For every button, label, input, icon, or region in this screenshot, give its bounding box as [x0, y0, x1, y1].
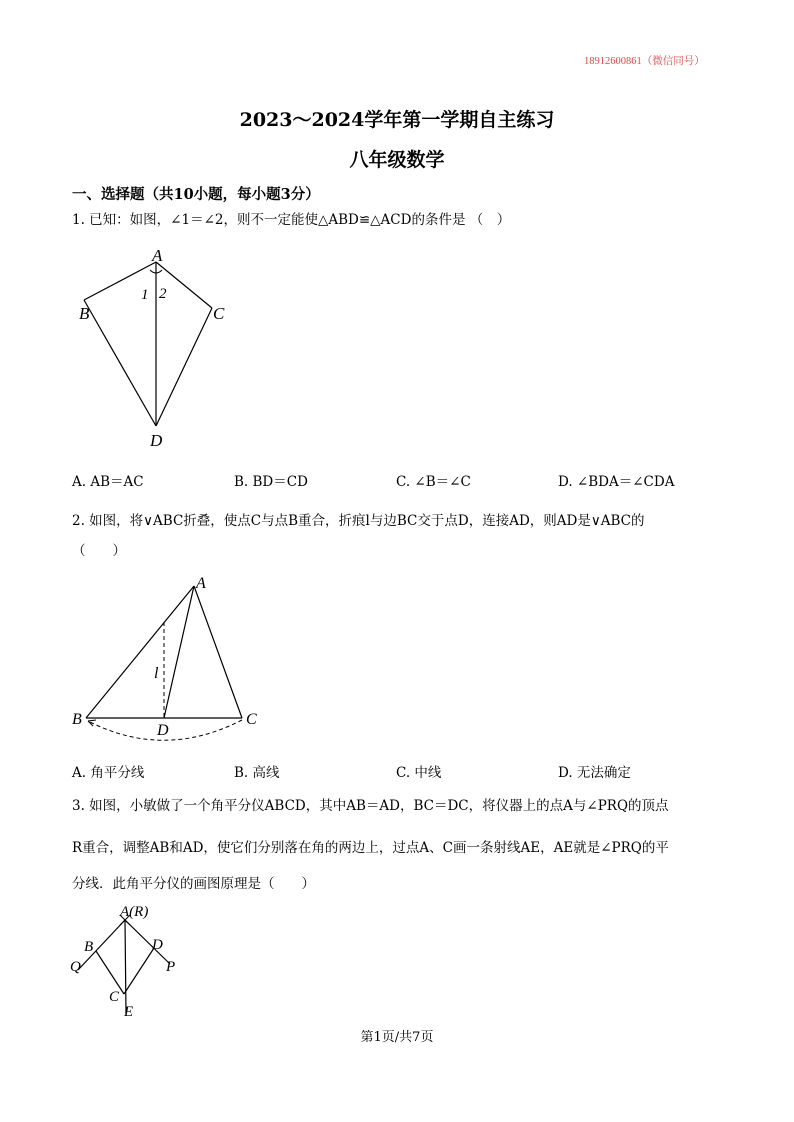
question-3-figure	[66, 898, 206, 1024]
label-d: D	[150, 431, 163, 450]
label-d: D	[157, 722, 169, 739]
label-b: B	[72, 711, 82, 728]
segment-cd	[156, 308, 212, 426]
segment-ac	[194, 586, 242, 718]
segment-ad	[164, 586, 194, 718]
q2-option-b[interactable]: B. 高线	[234, 765, 280, 781]
question-3-stem-line3: 分线．此角平分仪的画图原理是（ ）	[72, 876, 315, 892]
q1-option-c[interactable]: C. ∠B＝∠C	[396, 474, 471, 490]
label-q: Q	[70, 959, 81, 975]
label-b: B	[79, 304, 90, 323]
question-2-stem-line2: （ ）	[72, 543, 126, 559]
label-p: P	[166, 959, 176, 975]
segment-bc	[96, 951, 124, 994]
segment-dc	[124, 948, 154, 994]
question-1-figure	[70, 240, 250, 455]
q1-option-b[interactable]: B. BD＝CD	[234, 474, 308, 490]
question-3-stem-line2: R重合，调整AB和AD，使它们分别落在角的两边上，过点A、C画一条射线AE，AE就是∠PRQ的平	[72, 840, 669, 856]
question-3-stem-line1: 3. 如图，小敏做了一个角平分仪ABCD，其中AB＝AD，BC＝DC，将仪器上的点A与∠PRQ的顶点	[72, 798, 669, 814]
question-2-figure	[68, 572, 278, 752]
label-l: l	[154, 665, 159, 682]
q2-option-c[interactable]: C. 中线	[396, 765, 442, 781]
label-angle-2: 2	[159, 286, 167, 302]
label-a: A	[196, 575, 206, 592]
label-c: C	[246, 711, 257, 728]
page-subtitle: 八年级数学	[349, 149, 445, 171]
label-d: D	[152, 937, 163, 953]
label-a-r: A(R)	[120, 904, 149, 920]
label-a: A	[152, 246, 163, 265]
q1-option-d[interactable]: D. ∠BDA＝∠CDA	[558, 474, 675, 490]
page-title: 2023～2024学年第一学期自主练习	[239, 109, 555, 131]
label-e: E	[124, 1004, 134, 1020]
label-b: B	[84, 939, 94, 955]
segment-bd	[84, 300, 156, 426]
label-c: C	[109, 989, 120, 1005]
q2-option-a[interactable]: A. 角平分线	[72, 765, 145, 781]
label-c: C	[213, 304, 225, 323]
question-2-stem-line1: 2. 如图，将∨ABC折叠，使点C与点B重合，折痕l与边BC交于点D，连接AD，则AD是∨ABC的	[72, 513, 645, 529]
contact-note: 18912600861（微信同号）	[584, 56, 705, 67]
page-footer: 第1页/共7页	[360, 1030, 434, 1045]
section-heading: 一、选择题（共10小题，每小题3分）	[72, 186, 320, 203]
question-1-stem: 1. 已知：如图，∠1＝∠2，则不一定能使△ABD≌△ACD的条件是 （ ）	[72, 212, 511, 228]
ray-ae	[125, 920, 126, 1014]
segment-ab	[86, 586, 194, 718]
label-angle-1: 1	[141, 287, 149, 303]
q1-option-a[interactable]: A. AB＝AC	[72, 474, 144, 490]
q2-option-d[interactable]: D. 无法确定	[558, 765, 631, 781]
